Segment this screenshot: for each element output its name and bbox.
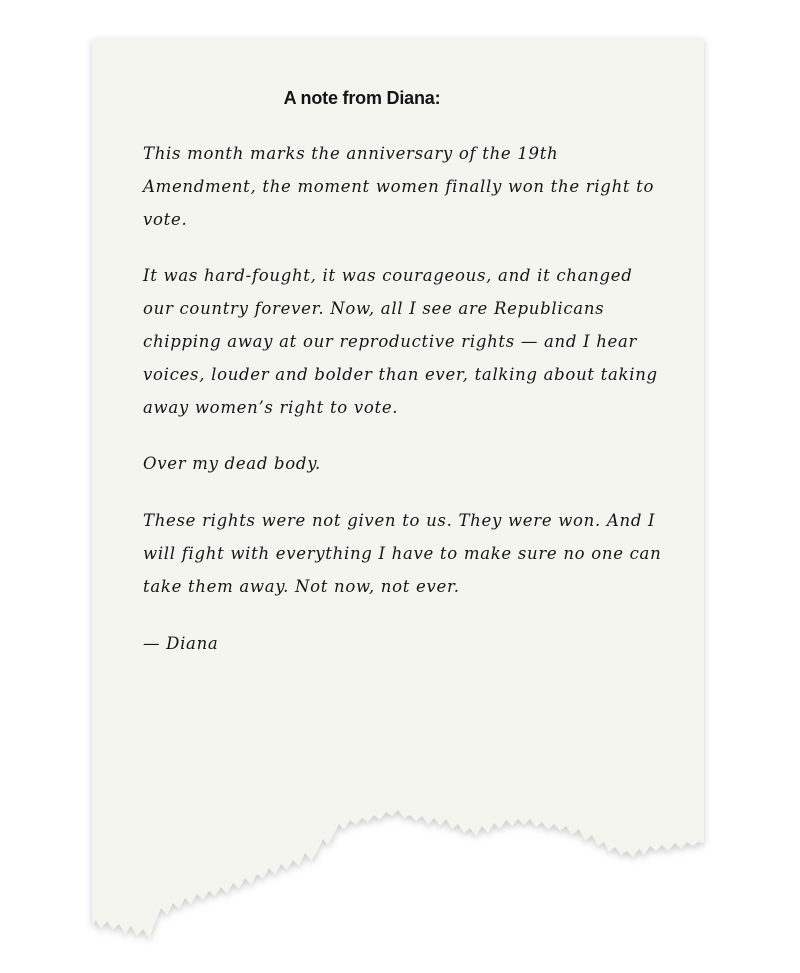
note-paragraph-3: Over my dead body. xyxy=(143,454,321,474)
note-signature: — Diana xyxy=(143,633,219,653)
note-heading: A note from Diana: xyxy=(283,88,441,108)
note-paragraph-2: It was hard-fought, it was courageous, and it changed our country forever. Now, all I see are Republicans chipping away at our reproductive rights — and I hear voices, louder and bolder than ever, talking about taking away women’s right to vote. xyxy=(143,266,658,417)
note-paragraph-4: These rights were not given to us. They were won. And I will fight with everything I have to make sure no one can take them away. Not now, not ever. xyxy=(143,511,662,596)
note-content xyxy=(143,80,663,660)
note-paragraph-1: This month marks the anniversary of the 19th Amendment, the moment women finally won the right to vote. xyxy=(143,144,655,229)
